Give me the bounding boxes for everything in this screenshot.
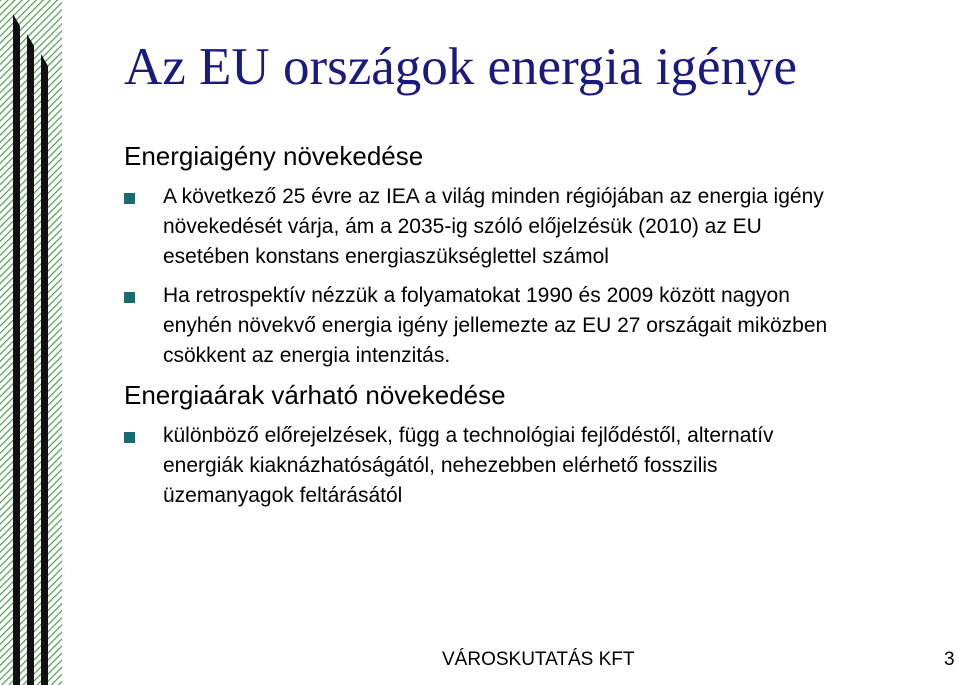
bullet-line: növekedését várja, ám a 2035-ig szóló előjelzésük (2010) az EU [163, 215, 762, 238]
section-heading-energy-demand: Energiaigény növekedése [124, 141, 424, 171]
bullet-line: csökkent az energia intenzitás. [163, 344, 451, 367]
bullet-line: esetében konstans energiaszükséglettel számol [163, 245, 609, 268]
section-heading-energy-prices: Energiaárak várható növekedése [124, 380, 506, 410]
page-number: 3 [944, 649, 955, 670]
square-bullet-icon [124, 432, 135, 443]
bullet-list-energy-prices [124, 421, 774, 520]
bullet-line: A következő 25 évre az IEA a világ minden régiójában az energia igény [163, 185, 824, 208]
decorative-side-stripes [0, 0, 62, 685]
bullet-line: különböző előrejelzések, függ a technológiai fejlődéstől, alternatív [163, 424, 774, 447]
bullet-line: üzemanyagok feltárásától [163, 484, 403, 507]
square-bullet-icon [124, 292, 135, 303]
bullet-line: enyhén növekvő energia igény jellemezte az EU 27 országait miközben [163, 314, 828, 337]
square-bullet-icon [124, 193, 135, 204]
slide-title: Az EU országok energia igénye [124, 38, 798, 96]
bullet-item [124, 281, 827, 371]
bullet-line: energiák kiaknázhatóságától, nehezebben elérhető fosszilis [163, 454, 718, 477]
footer-organization: VÁROSKUTATÁS KFT [442, 649, 635, 670]
bullet-line: Ha retrospektív nézzük a folyamatokat 1990 és 2009 között nagyon [163, 284, 790, 307]
bullet-item [124, 421, 774, 511]
bullet-list-energy-demand [124, 182, 827, 380]
bullet-item [124, 182, 827, 272]
